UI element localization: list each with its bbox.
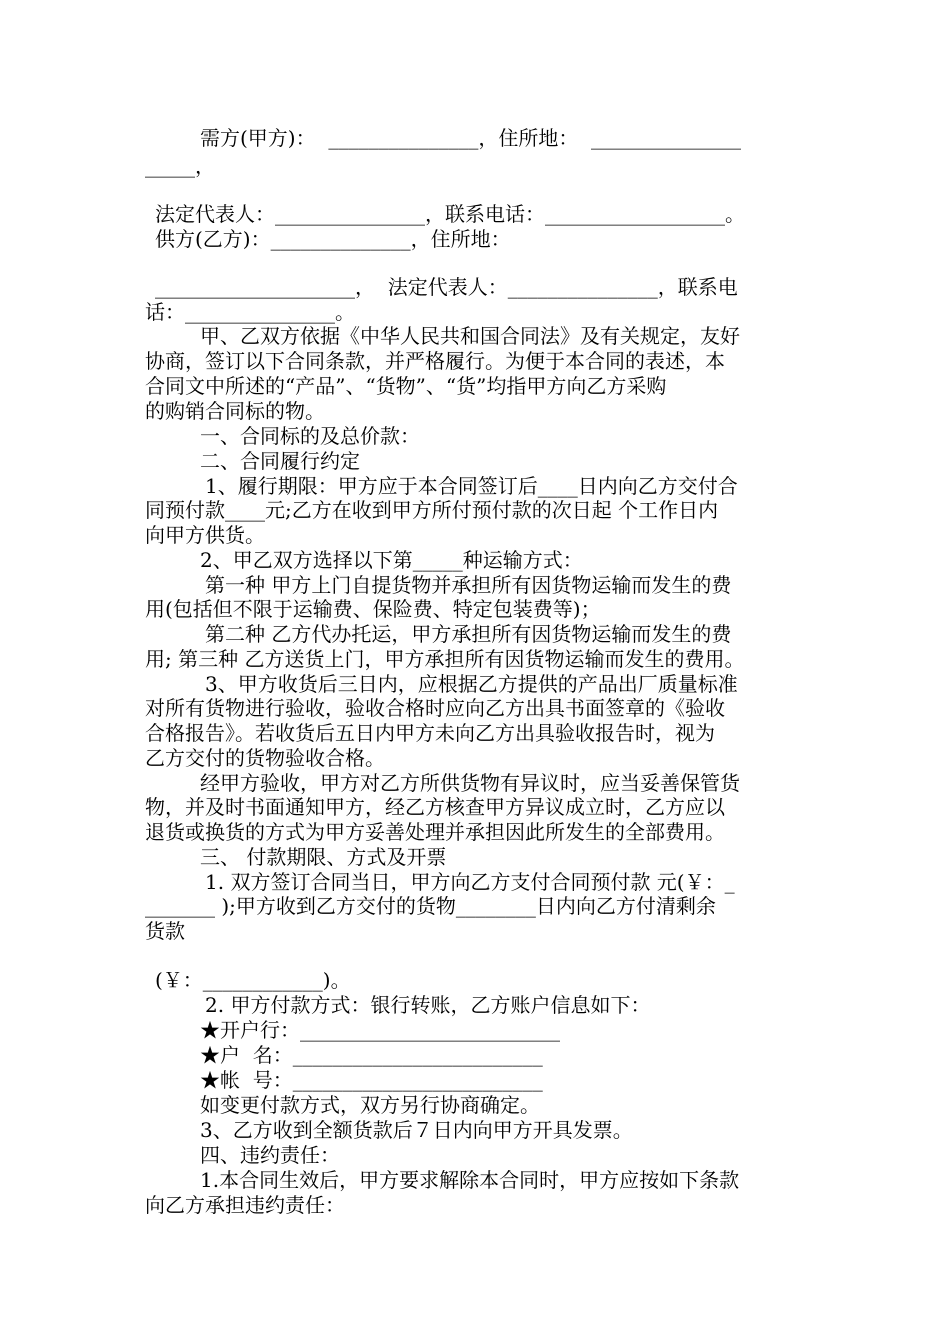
text-line: 第一种 甲方上门自提货物并承担所有因货物运输而发生的费	[205, 573, 732, 597]
text-line: 的购销合同标的物。	[145, 399, 325, 423]
text-line: 甲、乙双方依据《中华人民共和国合同法》及有关规定，友好	[200, 324, 740, 348]
text-line: 供方(乙方)：______________，住所地：	[155, 227, 511, 251]
text-line: 1、履行期限：甲方应于本合同签订后____日内向乙方交付合	[205, 474, 738, 498]
text-line: 1.本合同生效后，甲方要求解除本合同时，甲方应按如下条款	[200, 1168, 740, 1192]
text-line: 3、甲方收货后三日内，应根据乙方提供的产品出厂质量标准	[205, 672, 738, 696]
section-heading: 四、违约责任：	[200, 1143, 340, 1167]
text-line: 2. 甲方付款方式：银行转账，乙方账户信息如下：	[205, 993, 651, 1017]
text-line: 协商，签订以下合同条款，并严格履行。为便于本合同的表述，本	[145, 349, 725, 373]
text-line: 话：_______________。	[145, 300, 355, 324]
section-heading: 二、合同履行约定	[200, 449, 360, 473]
text-line: 同预付款____元;乙方在收到甲方所付预付款的次日起 个工作日内	[145, 498, 719, 522]
text-line: 乙方交付的货物验收合格。	[145, 746, 385, 770]
text-line: 3、乙方收到全额货款后７日内向甲方开具发票。	[200, 1118, 633, 1142]
text-line: ★开户行：__________________________	[200, 1018, 560, 1042]
text-line: ____________________， 法定代表人：_______________，联系电	[155, 275, 738, 299]
text-line: 物，并及时书面通知甲方，经乙方核查甲方异议成立时，乙方应以	[145, 795, 725, 819]
text-line: 对所有货物进行验收，验收合格时应向乙方出具书面签章的《验收	[145, 696, 725, 720]
text-line: 用; 第三种 乙方送货上门，甲方承担所有因货物运输而发生的费用。	[145, 647, 745, 671]
text-line: 2、甲乙双方选择以下第_____种运输方式：	[200, 548, 583, 572]
text-line: _______ );甲方收到乙方交付的货物________日内向乙方付清剩余	[145, 894, 716, 918]
text-line: 向乙方承担违约责任：	[145, 1193, 345, 1217]
text-line: 第二种 乙方代办托运，甲方承担所有因货物运输而发生的费	[205, 622, 732, 646]
text-line: 如变更付款方式，双方另行协商确定。	[200, 1093, 540, 1117]
text-line: 用(包括但不限于运输费、保险费、特定包装费等)；	[145, 597, 601, 621]
text-line: 法定代表人：_______________，联系电话：__________________。	[155, 202, 745, 226]
section-heading: 一、合同标的及总价款：	[200, 424, 420, 448]
text-line: 退货或换货的方式为甲方妥善处理并承担因此所发生的全部费用。	[145, 820, 725, 844]
text-line: _____，	[145, 154, 215, 178]
text-line: ★帐 号：_________________________	[200, 1068, 543, 1092]
text-line: 向甲方供货。	[145, 523, 265, 547]
text-line: 1. 双方签订合同当日，甲方向乙方支付合同预付款 元(￥：_	[205, 870, 735, 894]
text-line: 货款	[145, 919, 185, 943]
text-line: 经甲方验收，甲方对乙方所供货物有异议时，应当妥善保管货	[200, 771, 740, 795]
text-line: 合格报告》。若收货后五日内甲方未向乙方出具验收报告时，视为	[145, 721, 715, 745]
section-heading: 三、 付款期限、方式及开票	[200, 845, 447, 869]
text-line: 合同文中所述的“产品”、“货物”、“货”均指甲方向乙方采购	[145, 374, 667, 398]
text-line: (￥：____________)。	[155, 968, 351, 992]
text-line: ★户 名：_________________________	[200, 1043, 543, 1067]
text-line: 需方(甲方)： _______________，住所地： _______________	[200, 126, 742, 150]
